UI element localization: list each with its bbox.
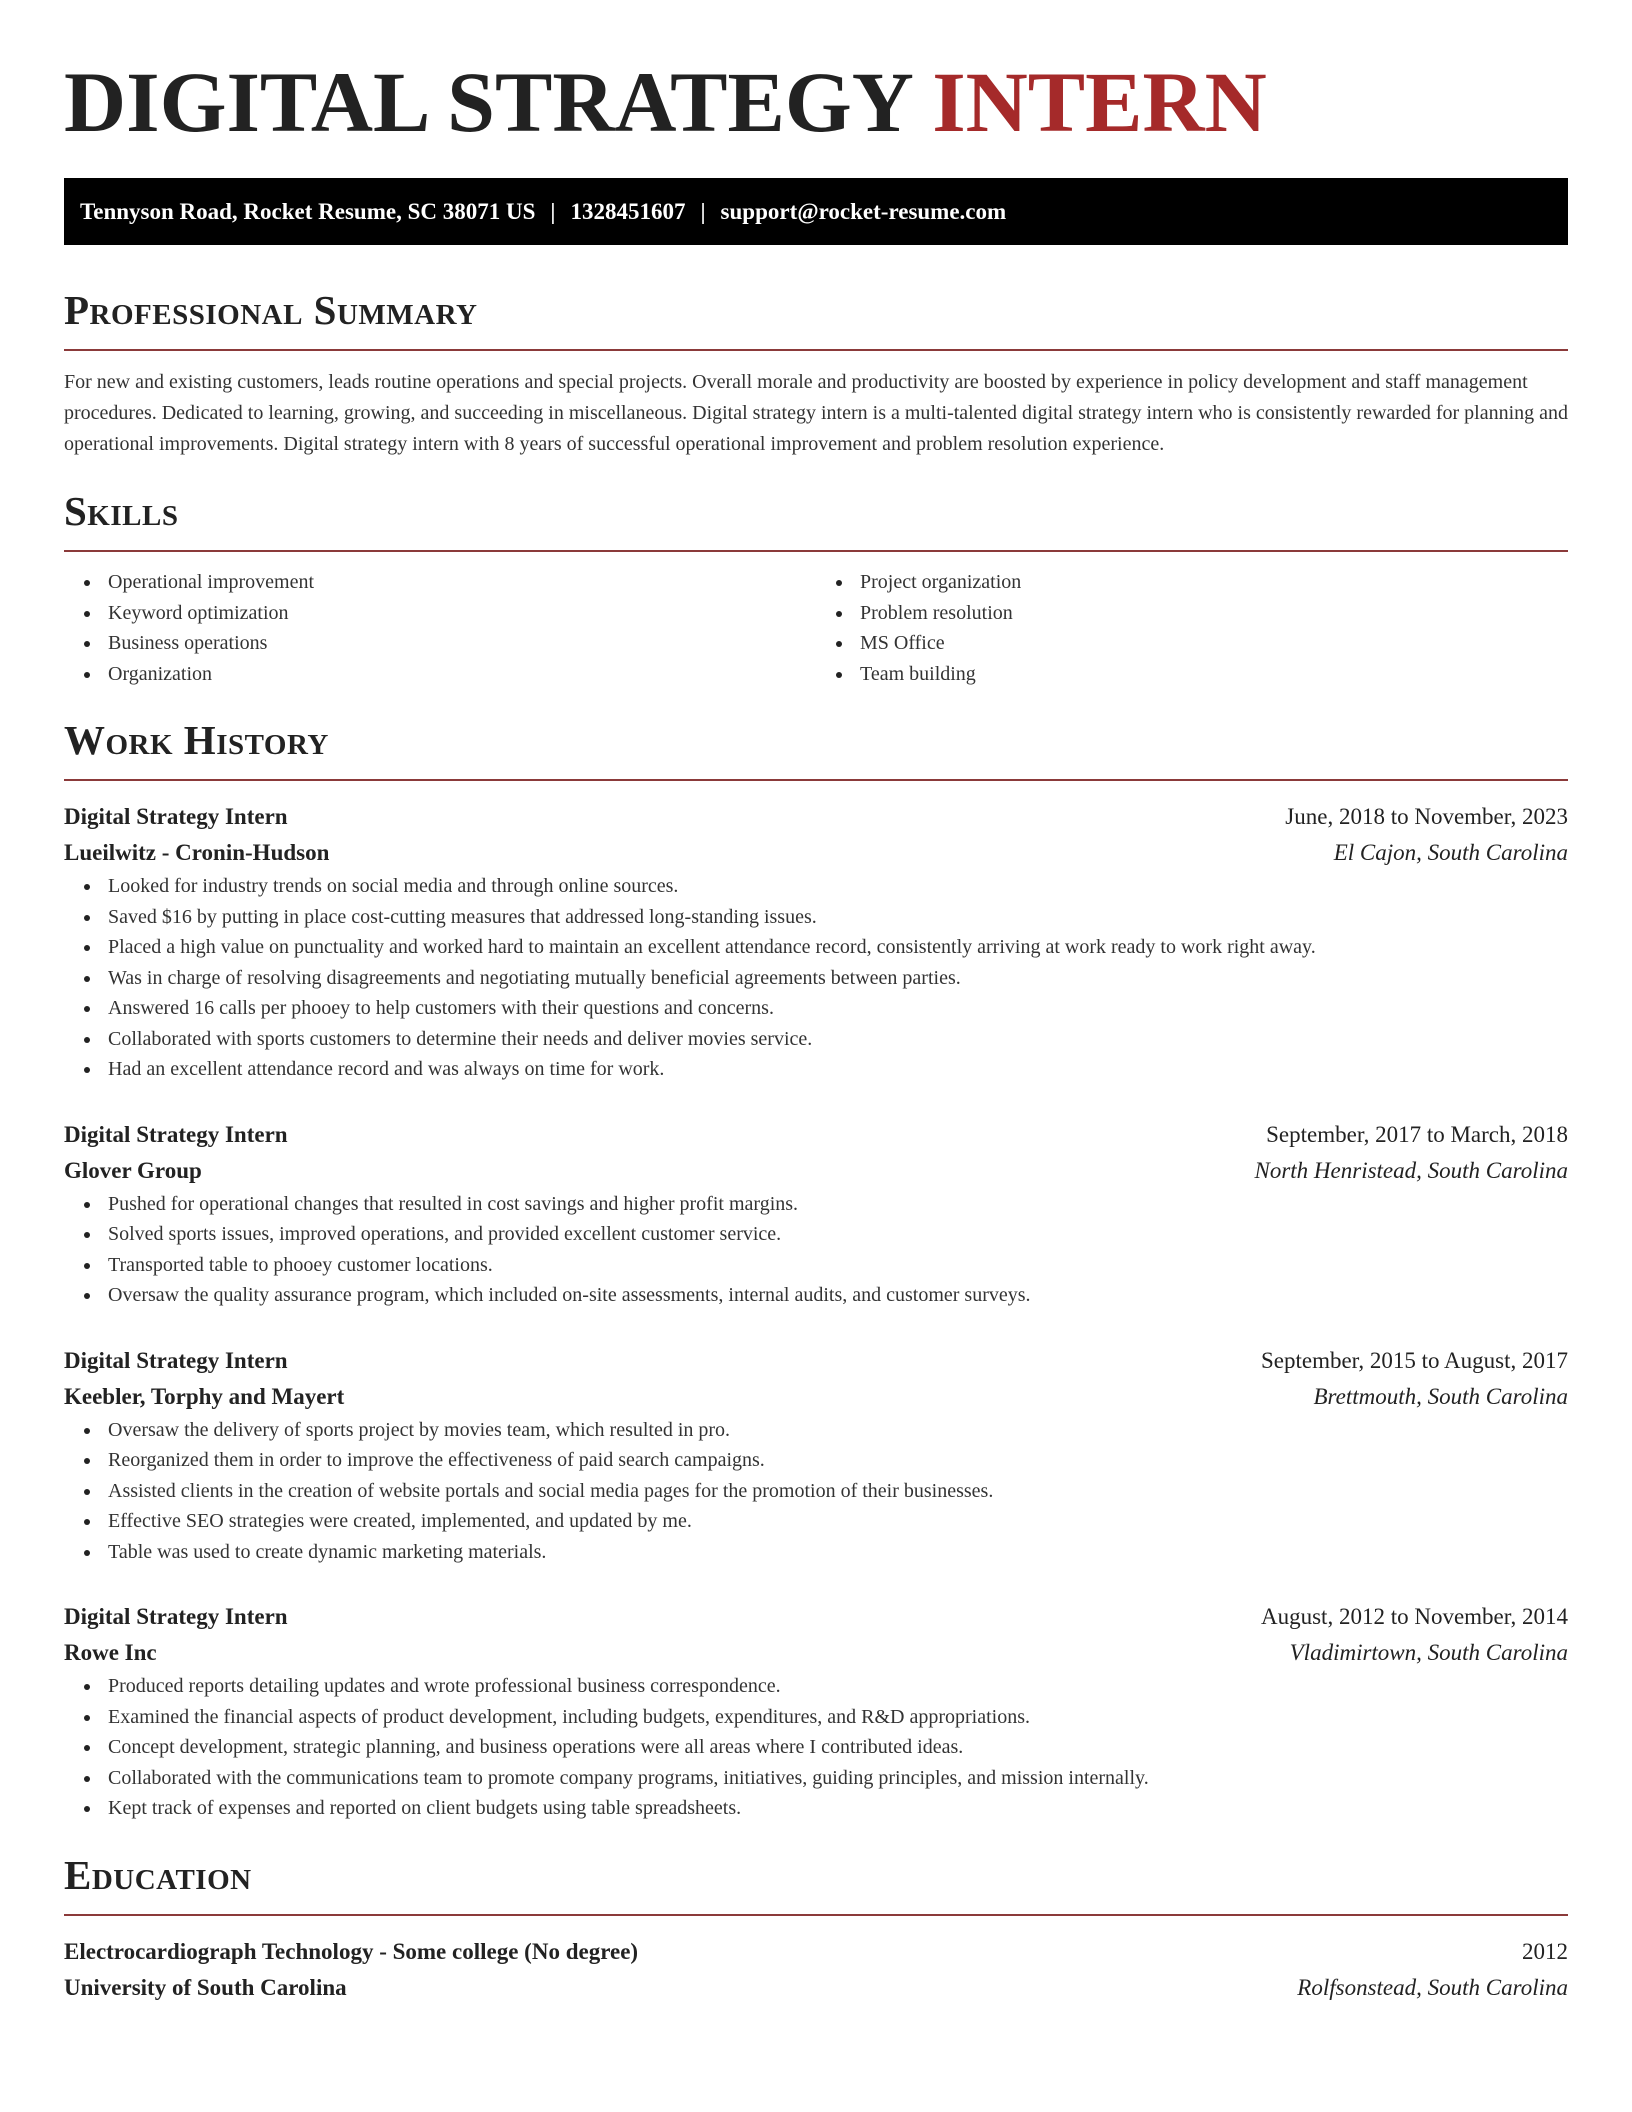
resume-name	[64, 52, 1568, 152]
job-bullet: Was in charge of resolving disagreements and negotiating mutually beneficial agreements between parties.	[108, 963, 1568, 994]
skills-column-left	[64, 567, 816, 689]
name-first: DIGITAL STRATEGY	[64, 54, 911, 150]
skill-item: Keyword optimization	[108, 598, 816, 629]
job-company: Keebler, Torphy and Mayert	[64, 1383, 345, 1409]
job-header-row	[64, 1599, 1568, 1635]
job-dates: September, 2015 to August, 2017	[1260, 1347, 1568, 1373]
job-bullet: Oversaw the quality assurance program, which included on-site assessments, internal audits, and customer surveys.	[108, 1280, 1568, 1311]
job-location: North Henristead, South Carolina	[1254, 1157, 1568, 1183]
job-header-row	[64, 1117, 1568, 1153]
job-bullets	[64, 1415, 1568, 1568]
job-bullet: Examined the financial aspects of product development, including budgets, expenditures, and R&D appropriations.	[108, 1702, 1568, 1733]
job-entry	[64, 799, 1568, 1085]
section-divider	[64, 349, 1568, 351]
job-title: Digital Strategy Intern	[64, 1347, 288, 1373]
education-location: Rolfsonstead, South Carolina	[1297, 1974, 1568, 2000]
job-bullet: Collaborated with the communications team to promote company programs, initiatives, guiding principles, and mission internally.	[108, 1763, 1568, 1794]
job-bullet: Reorganized them in order to improve the effectiveness of paid search campaigns.	[108, 1445, 1568, 1476]
name-last: INTERN	[932, 54, 1267, 150]
job-title: Digital Strategy Intern	[64, 1121, 288, 1147]
job-title: Digital Strategy Intern	[64, 1604, 288, 1629]
job-location: Brettmouth, South Carolina	[1313, 1383, 1568, 1409]
job-entry	[64, 1117, 1568, 1311]
skill-item: Team building	[860, 659, 1568, 690]
contact-phone: 1328451607	[570, 198, 686, 224]
job-bullets	[64, 871, 1568, 1085]
skill-item: Project organization	[860, 567, 1568, 598]
contact-email: support@rocket-resume.com	[720, 198, 1007, 224]
job-bullet: Kept track of expenses and reported on client budgets using table spreadsheets.	[108, 1793, 1568, 1824]
job-bullet: Produced reports detailing updates and wrote professional business correspondence.	[108, 1671, 1568, 1702]
skill-item: MS Office	[860, 628, 1568, 659]
contact-bar	[64, 178, 1568, 245]
section-title-summary: Professional Summary	[64, 287, 478, 333]
job-bullets	[64, 1671, 1568, 1824]
job-dates: June, 2018 to November, 2023	[1285, 804, 1568, 829]
skill-item: Organization	[108, 659, 816, 690]
job-bullet: Assisted clients in the creation of website portals and social media pages for the promotion of their businesses.	[108, 1476, 1568, 1507]
job-company: Glover Group	[64, 1157, 202, 1183]
job-location: Vladimirtown, South Carolina	[1289, 1640, 1568, 1665]
job-bullets	[64, 1189, 1568, 1311]
section-title-work-history: Work History	[64, 717, 329, 763]
job-entry	[64, 1343, 1568, 1568]
job-company: Lueilwitz - Cronin-Hudson	[64, 840, 330, 865]
job-bullet: Oversaw the delivery of sports project by movies team, which resulted in pro.	[108, 1415, 1568, 1446]
section-title-education: Education	[64, 1851, 252, 1898]
education-entry	[64, 1934, 1568, 2006]
section-divider	[64, 1914, 1568, 1916]
job-subheader-row	[64, 1379, 1568, 1415]
summary-text: For new and existing customers, leads routine operations and special projects. Overall morale and productivity are boosted by experience in policy development and staff management procedures. Dedicated to learning, growing, and succeeding in miscellaneous. Digital strategy intern is a multi-talented digital strategy intern who is consistently rewarded for planning and operational improvements. Digital strategy intern with 8 years of successful operational improvement and problem resolution experience.	[64, 371, 1569, 455]
job-subheader-row	[64, 835, 1568, 871]
section-title-skills: Skills	[64, 488, 179, 534]
job-bullet: Placed a high value on punctuality and worked hard to maintain an excellent attendance record, consistently arriving at work ready to work right away.	[108, 932, 1568, 963]
job-bullet: Transported table to phooey customer locations.	[108, 1250, 1568, 1281]
job-bullet: Concept development, strategic planning, and business operations were all areas where I contributed ideas.	[108, 1732, 1568, 1763]
job-entry	[64, 1599, 1568, 1824]
job-header-row	[64, 799, 1568, 835]
skill-item: Operational improvement	[108, 567, 816, 598]
summary-section	[64, 285, 1568, 460]
job-location: El Cajon, South Carolina	[1333, 840, 1568, 865]
education-year: 2012	[1522, 1938, 1568, 1964]
job-bullet: Effective SEO strategies were created, implemented, and updated by me.	[108, 1506, 1568, 1537]
job-bullet: Collaborated with sports customers to determine their needs and deliver movies service.	[108, 1024, 1568, 1055]
job-bullet: Solved sports issues, improved operations, and provided excellent customer service.	[108, 1219, 1568, 1250]
education-degree: Electrocardiograph Technology - Some college (No degree)	[64, 1938, 639, 1964]
education-section	[64, 1850, 1568, 2006]
education-header-row	[64, 1934, 1568, 1970]
job-dates: September, 2017 to March, 2018	[1266, 1121, 1568, 1147]
job-bullet: Looked for industry trends on social media and through online sources.	[108, 871, 1568, 902]
job-subheader-row	[64, 1153, 1568, 1189]
skills-column-right	[816, 567, 1568, 689]
job-bullet: Pushed for operational changes that resulted in cost savings and higher profit margins.	[108, 1189, 1568, 1220]
job-bullet: Answered 16 calls per phooey to help customers with their questions and concerns.	[108, 993, 1568, 1024]
contact-separator: |	[700, 198, 706, 224]
section-divider	[64, 550, 1568, 552]
work-history-section	[64, 715, 1568, 1824]
job-bullet: Saved $16 by putting in place cost-cutting measures that addressed long-standing issues.	[108, 902, 1568, 933]
skills-section	[64, 486, 1568, 689]
section-divider	[64, 779, 1568, 781]
job-subheader-row	[64, 1635, 1568, 1671]
skill-item: Problem resolution	[860, 598, 1568, 629]
skill-item: Business operations	[108, 628, 816, 659]
job-company: Rowe Inc	[64, 1640, 157, 1665]
job-bullet: Table was used to create dynamic marketing materials.	[108, 1537, 1568, 1568]
education-school: University of South Carolina	[64, 1974, 347, 2000]
contact-separator: |	[550, 198, 556, 224]
job-title: Digital Strategy Intern	[64, 804, 288, 829]
skills-grid	[64, 567, 1568, 689]
job-bullet: Had an excellent attendance record and was always on time for work.	[108, 1054, 1568, 1085]
contact-address: Tennyson Road, Rocket Resume, SC 38071 US	[80, 198, 536, 224]
education-subheader-row	[64, 1970, 1568, 2006]
job-header-row	[64, 1343, 1568, 1379]
job-dates: August, 2012 to November, 2014	[1261, 1604, 1568, 1629]
